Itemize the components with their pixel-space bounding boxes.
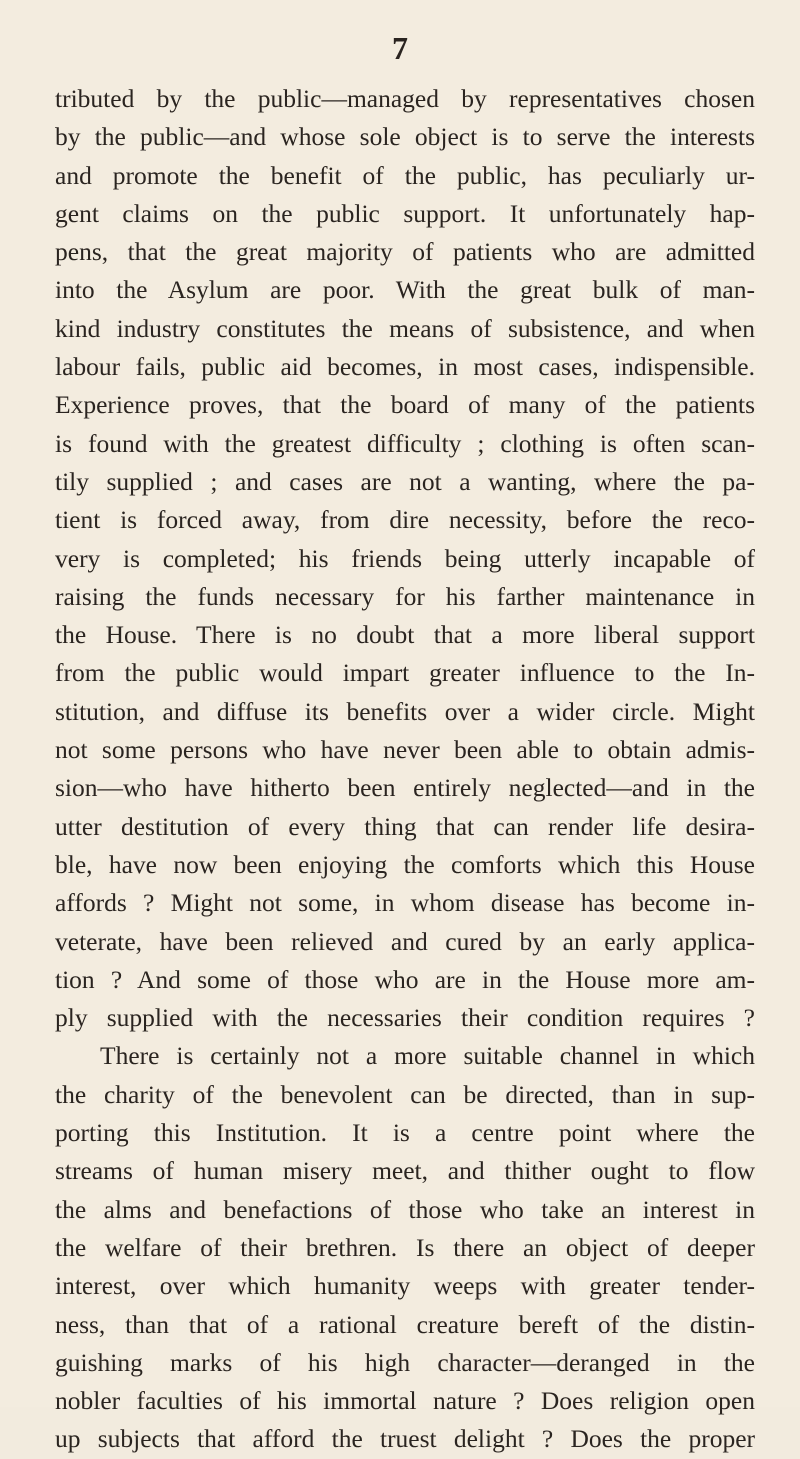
- text-line: ness, than that of a rational creature bereft of the distin-: [55, 1309, 755, 1339]
- text-line: tily supplied ; and cases are not a wanting, where the pa-: [55, 466, 755, 496]
- text-line: is found with the greatest difficulty ; clothing is often scan-: [55, 428, 755, 458]
- text-line: veterate, have been relieved and cured by an early applica-: [55, 926, 755, 956]
- text-line: interest, over which humanity weeps with greater tender-: [55, 1271, 755, 1301]
- text-line: from the public would impart greater influence to the In-: [55, 658, 755, 688]
- text-line: tion ? And some of those who are in the House more am-: [55, 964, 755, 994]
- text-line: guishing marks of his high character—deranged in the: [55, 1347, 755, 1377]
- text-line: the charity of the benevolent can be directed, than in sup-: [55, 1079, 755, 1109]
- text-line: very is completed; his friends being utterly incapable of: [55, 543, 755, 573]
- text-line: stitution, and diffuse its benefits over a wider circle. Might: [55, 696, 755, 726]
- text-line: the alms and benefactions of those who take an interest in: [55, 1194, 755, 1224]
- body-text: [55, 80, 755, 1459]
- text-line: streams of human misery meet, and thither ought to flow: [55, 1156, 755, 1186]
- text-line: ble, have now been enjoying the comforts which this House: [55, 849, 755, 879]
- text-line: labour fails, public aid becomes, in most cases, indispensible.: [55, 352, 755, 382]
- text-line: tributed by the public—managed by representatives chosen: [55, 84, 755, 113]
- text-line: Experience proves, that the board of many of the patients: [55, 390, 755, 420]
- page-number: 7: [392, 30, 408, 66]
- text-line: kind industry constitutes the means of subsistence, and when: [55, 313, 755, 343]
- text-line: raising the funds necessary for his farther maintenance in: [55, 581, 755, 611]
- text-line: not some persons who have never been able to obtain admis-: [55, 735, 755, 765]
- text-line: pens, that the great majority of patients who are admitted: [55, 237, 755, 267]
- text-line: tient is forced away, from dire necessity, before the reco-: [55, 505, 755, 535]
- text-line: by the public—and whose sole object is to serve the interests: [55, 122, 755, 152]
- text-line: up subjects that afford the truest delight ? Does the proper: [55, 1424, 755, 1454]
- text-line: and promote the benefit of the public, has peculiarly ur-: [55, 160, 755, 190]
- text-line: There is certainly not a more suitable channel in which: [100, 1041, 755, 1071]
- text-line: into the Asylum are poor. With the great bulk of man-: [55, 275, 755, 305]
- text-line: utter destitution of every thing that can render life desira-: [55, 811, 755, 841]
- text-line: affords ? Might not some, in whom disease has become in-: [55, 888, 755, 918]
- text-line: porting this Institution. It is a centre point where the: [55, 1118, 755, 1148]
- text-line: the House. There is no doubt that a more liberal support: [55, 620, 755, 650]
- text-line: nobler faculties of his immortal nature ? Does religion open: [55, 1386, 755, 1416]
- text-line: gent claims on the public support. It unfortunately hap-: [55, 198, 755, 228]
- text-line: ply supplied with the necessaries their condition requires ?: [55, 1003, 755, 1033]
- text-line: sion—who have hitherto been entirely neglected—and in the: [55, 773, 755, 803]
- text-line: the welfare of their brethren. Is there an object of deeper: [55, 1232, 755, 1262]
